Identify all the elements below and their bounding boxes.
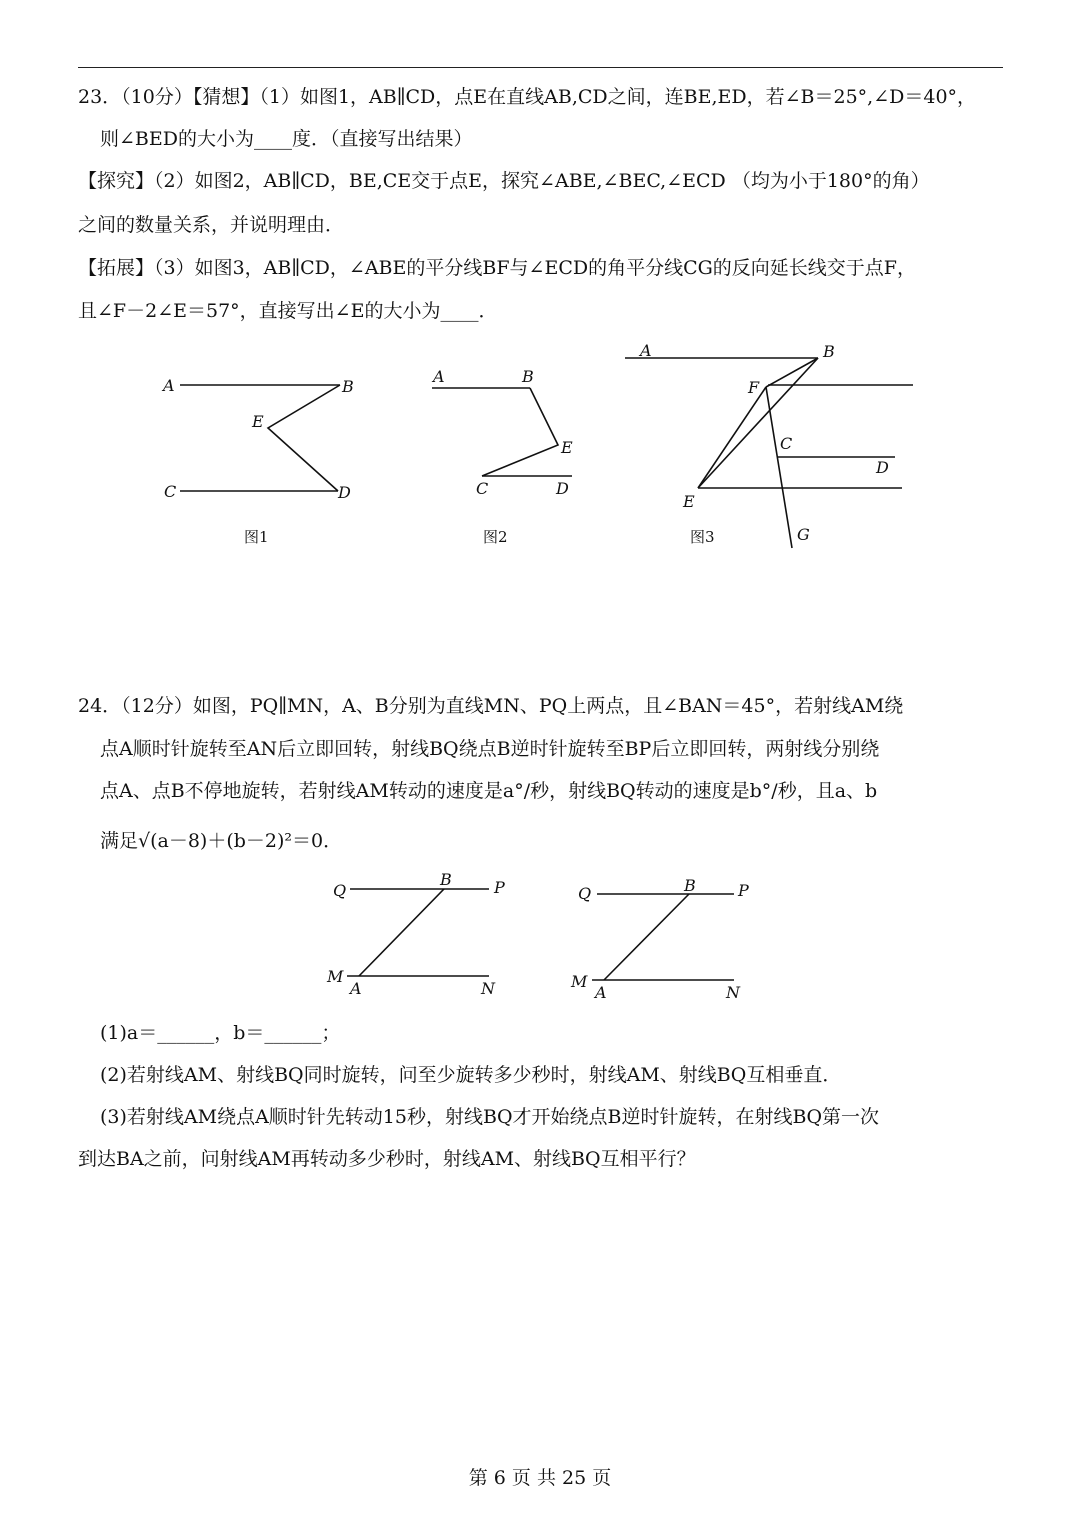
fig2-caption: 图2 <box>483 528 508 546</box>
right-label-n: N <box>726 983 740 1002</box>
fig1-label-d: D <box>338 483 351 502</box>
fig2-label-a: A <box>433 367 445 386</box>
fig3-label-d: D <box>876 458 889 477</box>
fig1-label-b: B <box>342 377 354 396</box>
fig2-label-d: D <box>556 479 569 498</box>
q24-sub3-line2: 到达BA之前，问射线AM再转动多少秒时，射线AM、射线BQ互相平行？ <box>78 1148 696 1170</box>
left-label-n: N <box>481 979 495 998</box>
fig3-label-a: A <box>640 341 652 360</box>
fig3-label-f: F <box>748 378 760 397</box>
q24-sub3-line1: (3)若射线AM绕点A顺时针先转动15秒，射线BQ才开始绕点B逆时针旋转，在射线BQ第一次 <box>100 1106 880 1128</box>
fig1-label-a: A <box>163 376 175 395</box>
fig3-caption: 图3 <box>690 528 715 546</box>
left-label-p: P <box>494 878 505 897</box>
q24-line4: 满足√(a－8)＋(b－2)²＝0． <box>100 830 343 852</box>
q24-line3: 点A、点B不停地旋转，若射线AM转动的速度是a°/秒，射线BQ转动的速度是b°/秒，且a、b <box>100 780 878 802</box>
left-label-q: Q <box>333 881 347 900</box>
left-label-m: M <box>327 967 344 986</box>
left-label-b: B <box>440 870 452 889</box>
fig3-label-g: G <box>797 525 810 544</box>
q24-figure-right <box>592 894 734 980</box>
q24-sub2: (2)若射线AM、射线BQ同时旋转，问至少旋转多少秒时，射线AM、射线BQ互相垂直． <box>100 1064 842 1086</box>
q24-line2: 点A顺时针旋转至AN后立即回转，射线BQ绕点B逆时针旋转至BP后立即回转，两射线分别绕 <box>100 738 880 760</box>
right-seg-ab <box>604 894 689 980</box>
fig3-label-b: B <box>823 342 835 361</box>
q23-line5: 【拓展】（3）如图3，AB∥CD，∠ABE的平分线BF与∠ECD的角平分线CG的反向延长线交于点F， <box>78 257 916 279</box>
right-label-m: M <box>571 972 588 991</box>
q23-line2: 则∠BED的大小为____度．（直接写出结果） <box>100 128 473 150</box>
q23-line6: 且∠F－2∠E＝57°，直接写出∠E的大小为____． <box>78 300 498 322</box>
left-seg-ab <box>359 889 444 976</box>
fig2-label-e: E <box>561 438 573 457</box>
left-label-a: A <box>350 979 362 998</box>
fig2-label-b: B <box>522 367 534 386</box>
fig3-label-e: E <box>683 492 695 511</box>
q24-sub1: (1)a＝______，b＝______； <box>100 1022 341 1044</box>
fig1-label-e: E <box>252 412 264 431</box>
q23-line3: 【探究】（2）如图2，AB∥CD，BE,CE交于点E，探究∠ABE,∠BEC,∠ECD （均为小于180°的角） <box>78 170 930 192</box>
q24-line1: 24．（12分）如图，PQ∥MN，A、B分别为直线MN、PQ上两点，且∠BAN＝45°，若射线AM绕 <box>78 695 904 717</box>
fig1-caption: 图1 <box>244 528 269 546</box>
q23-line4: 之间的数量关系，并说明理由． <box>78 214 345 236</box>
fig2-label-c: C <box>476 479 489 498</box>
fig3-label-c: C <box>780 434 793 453</box>
right-label-p: P <box>738 881 749 900</box>
q24-figure-left <box>347 889 489 976</box>
right-label-q: Q <box>578 884 592 903</box>
right-label-a: A <box>595 983 607 1002</box>
right-label-b: B <box>684 876 696 895</box>
fig1-label-c: C <box>164 482 177 501</box>
page-footer: 第 6 页 共 25 页 <box>468 1467 612 1489</box>
q23-line1: 23．（10分）【猜想】（1）如图1，AB∥CD，点E在直线AB,CD之间，连BE,ED，若∠B＝25°,∠D＝40°， <box>78 86 977 108</box>
